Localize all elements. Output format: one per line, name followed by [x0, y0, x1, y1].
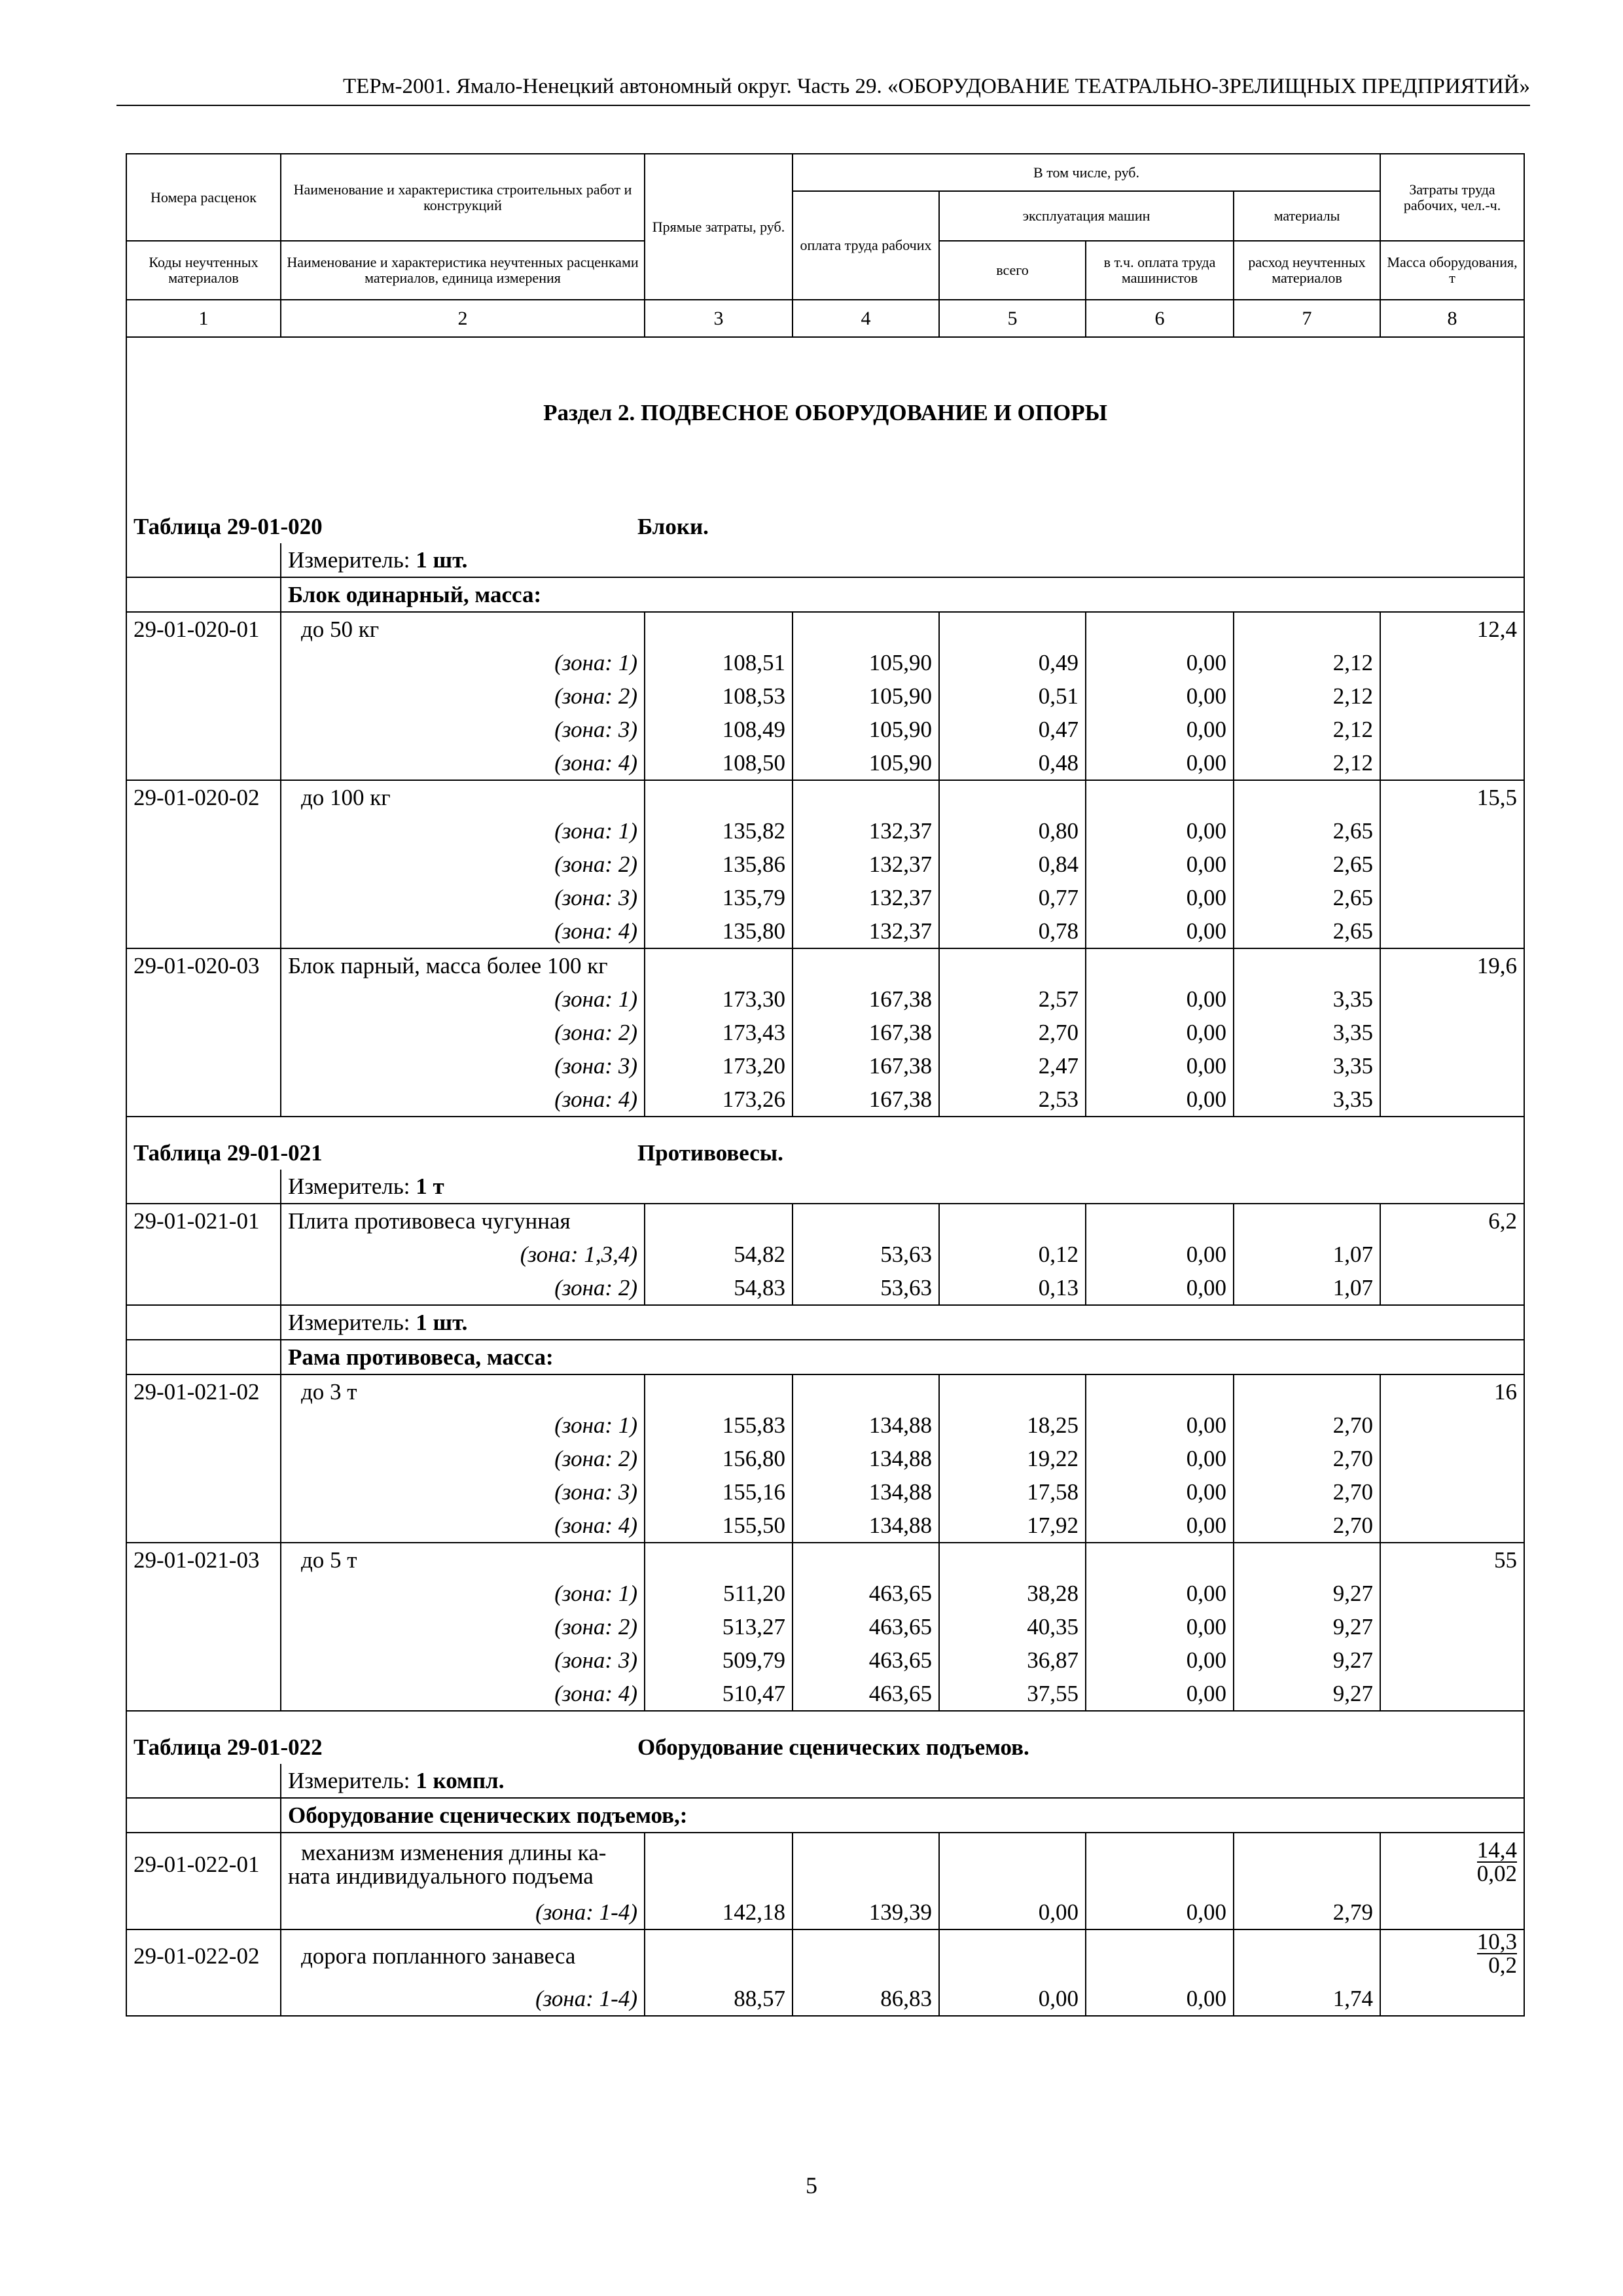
table-row: (зона: 2) 173,43 167,38 2,70 0,00 3,35 [126, 1016, 1524, 1049]
table-row: (зона: 3) 108,49 105,90 0,47 0,00 2,12 [126, 713, 1524, 746]
table-row: (зона: 2) 135,86 132,37 0,84 0,00 2,65 [126, 848, 1524, 881]
table-row: (зона: 1-4) 142,18 139,39 0,00 0,00 2,79 [126, 1895, 1524, 1929]
col-material-codes-header: Коды неучтенных материалов [126, 241, 281, 300]
page-header: ТЕРм-2001. Ямало-Ненецкий автономный округ. Часть 29. «ОБОРУДОВАНИЕ ТЕАТРАЛЬНО-ЗРЕЛИЩНЫХ ПРЕДПРИЯТИЙ» [116, 73, 1530, 106]
labor-value: 14,4 [1476, 1837, 1518, 1863]
table-row: (зона: 2) 108,53 105,90 0,51 0,00 2,12 [126, 679, 1524, 713]
table-title-021: Таблица 29-01-021 Противовесы. [126, 1117, 1524, 1170]
table-row: (зона: 3) 173,20 167,38 2,47 0,00 3,35 [126, 1049, 1524, 1083]
table-row: 29-01-020-03 Блок парный, масса более 100 кг 19,6 [126, 948, 1524, 982]
col-num: 3 [645, 300, 793, 337]
rates-table [126, 153, 1525, 2017]
labor-value: 10,3 [1476, 1929, 1518, 1954]
col-num: 5 [939, 300, 1086, 337]
col-labor-header: Затраты труда рабочих, чел.-ч. [1380, 154, 1524, 241]
table-row: (зона: 1,3,4) 54,82 53,63 0,12 0,00 1,07 [126, 1238, 1524, 1271]
group-020: Блок одинарный, масса: [281, 577, 1524, 612]
col-group-header: В том числе, руб. [793, 154, 1380, 191]
col-name-header: Наименование и характеристика строительных работ и конструкций [281, 154, 645, 241]
table-title-022: Таблица 29-01-022 Оборудование сценических подъемов. [126, 1711, 1524, 1764]
unit-021-frame: Измеритель: 1 шт. [281, 1305, 1524, 1340]
table-row: 29-01-021-03 до 5 т 55 [126, 1543, 1524, 1577]
table-row: (зона: 3) 509,79 463,65 36,87 0,00 9,27 [126, 1643, 1524, 1677]
table-row: 29-01-020-01 до 50 кг 12,4 [126, 612, 1524, 646]
mass-value: 0,2 [1488, 1952, 1518, 1978]
page-number: 5 [806, 2172, 817, 2198]
table-row: (зона: 2) 54,83 53,63 0,13 0,00 1,07 [126, 1271, 1524, 1305]
col-num: 2 [281, 300, 645, 337]
col-num: 4 [793, 300, 939, 337]
col-materials-header: материалы [1234, 191, 1380, 241]
table-row: (зона: 4) 173,26 167,38 2,53 0,00 3,35 [126, 1083, 1524, 1117]
table-row: (зона: 4) 108,50 105,90 0,48 0,00 2,12 [126, 746, 1524, 780]
col-direct-costs-header: Прямые затраты, руб. [645, 154, 793, 300]
col-mass-header: Масса оборудования, т [1380, 241, 1524, 300]
col-num: 1 [126, 300, 281, 337]
table-row: (зона: 1) 135,82 132,37 0,80 0,00 2,65 [126, 814, 1524, 848]
col-machines-total-header: всего [939, 241, 1086, 300]
group-021: Рама противовеса, масса: [281, 1340, 1524, 1374]
unit-021: Измеритель: 1 т [281, 1170, 1524, 1204]
table-row: 29-01-022-01 механизм изменения длины ка- ната индивидуального подъема $\frac{14,4}{0,02}$ [126, 1833, 1524, 1895]
table-title-020: Таблица 29-01-020 Блоки. [126, 501, 1524, 543]
table-row: 29-01-020-02 до 100 кг 15,5 [126, 780, 1524, 814]
section-title: Раздел 2. ПОДВЕСНОЕ ОБОРУДОВАНИЕ И ОПОРЫ [126, 377, 1524, 429]
table-row: 29-01-021-01 Плита противовеса чугунная 6,2 [126, 1204, 1524, 1238]
table-row: (зона: 4) 510,47 463,65 37,55 0,00 9,27 [126, 1677, 1524, 1711]
table-row: (зона: 1) 155,83 134,88 18,25 0,00 2,70 [126, 1408, 1524, 1442]
table-row: (зона: 3) 135,79 132,37 0,77 0,00 2,65 [126, 881, 1524, 914]
col-material-name-header: Наименование и характеристика неучтенных расценками материалов, единица измерения [281, 241, 645, 300]
col-codes-header: Номера расценок [126, 154, 281, 241]
col-material-usage-header: расход неучтенных материалов [1234, 241, 1380, 300]
col-num: 6 [1086, 300, 1234, 337]
table-row: 29-01-022-02 дорога попланного занавеса $\frac{10,3}{0,2}$ [126, 1929, 1524, 1982]
col-num: 7 [1234, 300, 1380, 337]
col-wages-header: оплата труда рабочих [793, 191, 939, 300]
col-num: 8 [1380, 300, 1524, 337]
col-operator-wages-header: в т.ч. оплата труда машинистов [1086, 241, 1234, 300]
table-row: (зона: 2) 513,27 463,65 40,35 0,00 9,27 [126, 1610, 1524, 1643]
table-row: (зона: 4) 155,50 134,88 17,92 0,00 2,70 [126, 1509, 1524, 1543]
table-row: (зона: 1) 511,20 463,65 38,28 0,00 9,27 [126, 1577, 1524, 1610]
mass-value: 0,02 [1476, 1860, 1518, 1886]
table-row: (зона: 1) 173,30 167,38 2,57 0,00 3,35 [126, 982, 1524, 1016]
table-row: (зона: 2) 156,80 134,88 19,22 0,00 2,70 [126, 1442, 1524, 1475]
table-row: (зона: 3) 155,16 134,88 17,58 0,00 2,70 [126, 1475, 1524, 1509]
unit-022: Измеритель: 1 компл. [281, 1764, 1524, 1798]
table-row: (зона: 1-4) 88,57 86,83 0,00 0,00 1,74 [126, 1982, 1524, 2016]
col-machines-header: эксплуатация машин [939, 191, 1234, 241]
table-row: 29-01-021-02 до 3 т 16 [126, 1374, 1524, 1408]
group-022: Оборудование сценических подъемов,: [281, 1798, 1524, 1833]
table-row: (зона: 4) 135,80 132,37 0,78 0,00 2,65 [126, 914, 1524, 948]
unit-020: Измеритель: 1 шт. [281, 543, 1524, 577]
table-row: (зона: 1) 108,51 105,90 0,49 0,00 2,12 [126, 646, 1524, 679]
